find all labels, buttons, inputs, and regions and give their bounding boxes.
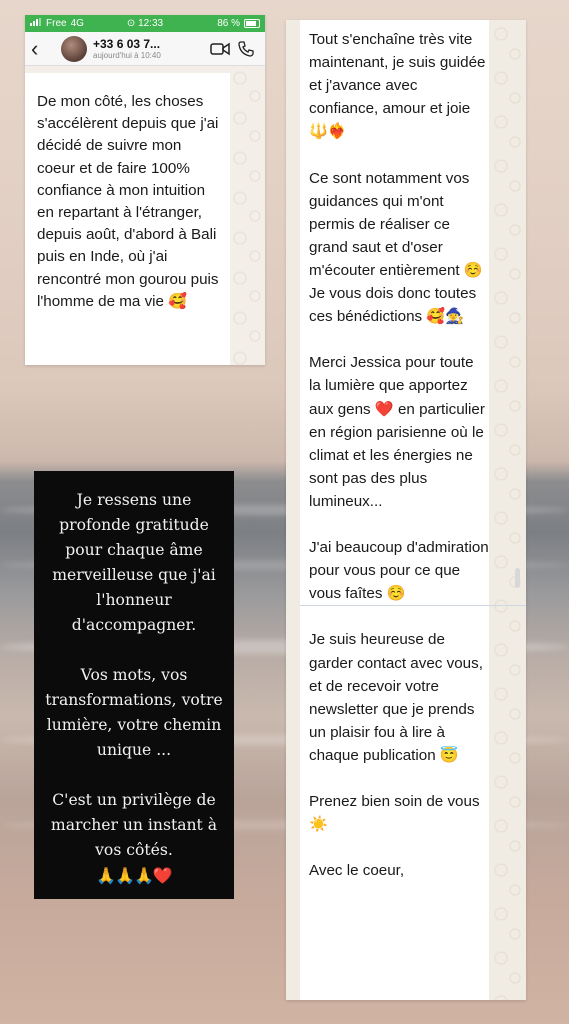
- message-paragraph: Merci Jessica pour toute la lumière que apportez aux gens ❤️ en particulier en région parisienne où le climat et les énergies ne sont pas des plus lumineux...: [309, 354, 485, 510]
- status-bar: [25, 15, 265, 32]
- chat-header: [25, 32, 265, 66]
- scrollbar[interactable]: [515, 568, 520, 588]
- phone-icon[interactable]: [233, 41, 259, 57]
- chat-wallpaper: [230, 66, 265, 365]
- message-paragraph: Ce sont notamment vos guidances qui m'ont permis de réaliser ce grand saut et d'oser m'écouter entièrement ☺️: [309, 169, 483, 279]
- gratitude-quote-card: [34, 471, 234, 899]
- message-paragraph: Avec le coeur,: [309, 862, 405, 880]
- contact-info[interactable]: [93, 37, 207, 60]
- message-text: [309, 28, 489, 906]
- screenshot-seam: [300, 605, 526, 606]
- battery-percent: 86 %: [217, 18, 240, 29]
- chevron-left-icon[interactable]: ‹: [31, 35, 39, 61]
- battery-icon: [244, 19, 260, 28]
- video-camera-icon[interactable]: [207, 42, 233, 56]
- quote-paragraph: Vos mots, vos transformations, votre lumière, votre chemin unique ...: [45, 666, 223, 759]
- message-text: De mon côté, les choses s'accélèrent depuis que j'ai décidé de suivre mon coeur et de faire 100% confiance à mon intuition en repartant à l'étranger, depuis août, d'abord à Bali puis en Inde, où j'ai rencontré mon gourou puis l'homme de ma vie 🥰: [37, 93, 219, 310]
- message-paragraph: Tout s'enchaîne très vite maintenant, je suis guidée et j'avance avec confiance, amour et joie 🔱❤️‍🔥: [309, 31, 486, 141]
- quote-paragraph: Je ressens une profonde gratitude pour chaque âme merveilleuse que j'ai l'honneur d'accompagner.: [52, 491, 216, 634]
- long-message-card: [286, 20, 526, 1000]
- call-indicator-icon: ⊙: [126, 18, 136, 29]
- message-paragraph: Je suis heureuse de garder contact avec vous, et de recevoir votre newsletter que je prends un plaisir fou à lire à chaque publication 😇: [309, 631, 483, 764]
- message-bubble: [25, 73, 230, 365]
- message-paragraph: Prenez bien soin de vous ☀️: [309, 793, 480, 834]
- chat-wallpaper: [489, 20, 526, 1000]
- message-paragraph: J'ai beaucoup d'admiration pour vous pour ce que vous faîtes ☺️: [309, 539, 489, 603]
- message-paragraph: Je vous dois donc toutes ces bénédictions 🥰🧙‍♀️: [309, 285, 477, 326]
- network-label: 4G: [70, 18, 84, 29]
- chat-screenshot-card: [25, 15, 265, 365]
- last-seen: aujourd'hui à 10:40: [93, 51, 161, 60]
- clock: 12:33: [138, 18, 164, 29]
- contact-number: +33 6 03 7...: [93, 37, 161, 51]
- carrier-label: Free: [46, 18, 67, 29]
- quote-paragraph: C'est un privilège de marcher un instant à vos côtés.: [50, 791, 218, 859]
- avatar[interactable]: [61, 36, 87, 62]
- quote-emojis: 🙏🙏🙏❤️: [96, 866, 172, 885]
